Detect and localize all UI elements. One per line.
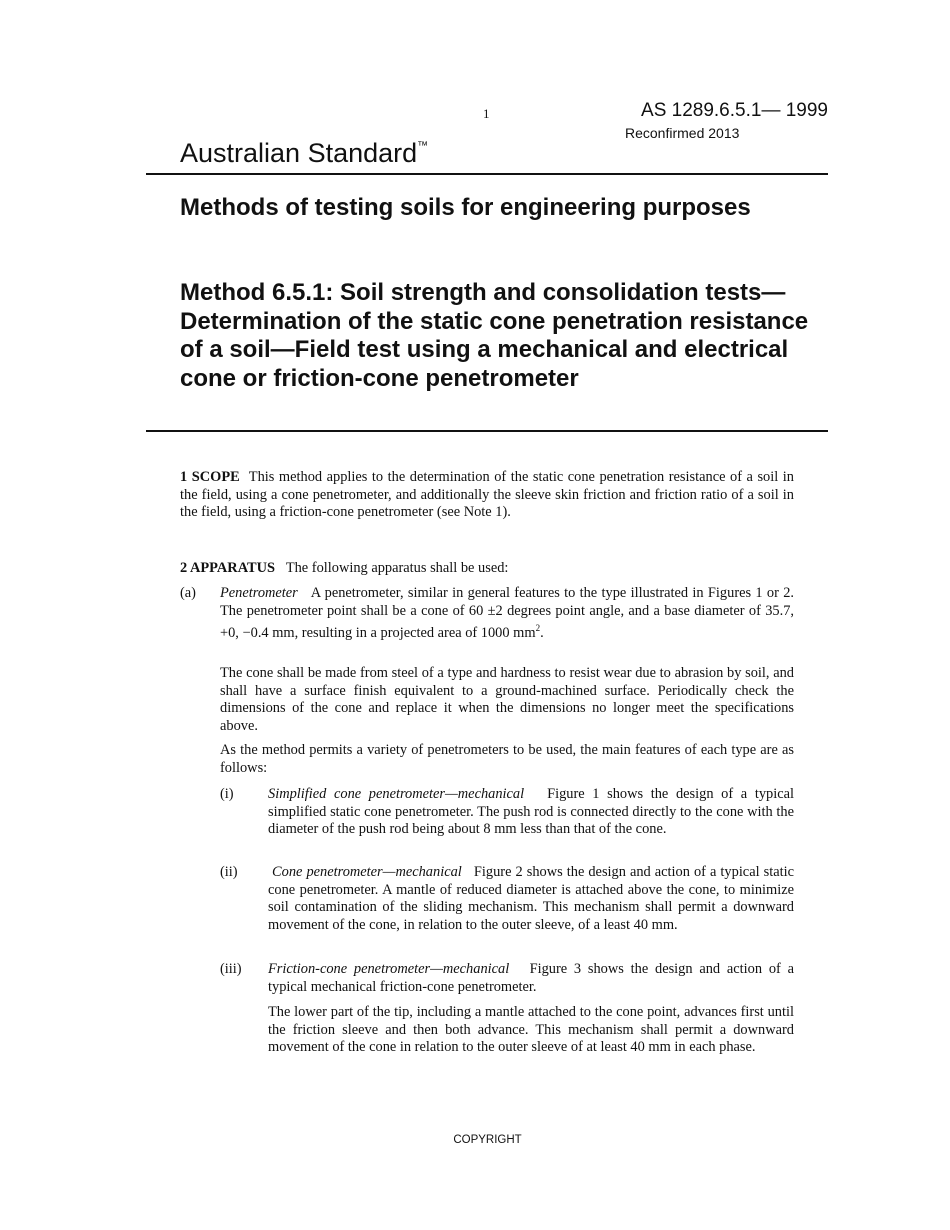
sub-item-text: Figure 3 shows the design and action of a typical mechanical friction-cone penetrometer.	[268, 961, 794, 995]
item-a-text: A penetrometer, similar in general features to the type illustrated in Figures 1 or 2. The penetrometer point shall be a cone of 60 ±2 degrees point angle, and a base diameter of 35.7, +0, −0.4 mm, resulting in a projected area of 1000 mm	[220, 585, 794, 642]
reconfirmed-date: Reconfirmed 2013	[625, 125, 740, 141]
sub-item-text: Figure 1 shows the design of a typical simplified static cone penetrometer. The push rod is connected directly to the cone with the diameter of the push rod being about 8 mm less than that of the cone.	[268, 786, 794, 838]
apparatus-intro: The following apparatus shall be used:	[285, 560, 509, 576]
item-a-term: Penetrometer	[220, 585, 298, 601]
apparatus-section	[180, 560, 794, 578]
title-divider	[146, 430, 828, 432]
sub-item	[268, 864, 794, 935]
scope-section	[180, 469, 794, 522]
scope-text: This method applies to the determination of the static cone penetration resistance of a soil in the field, using a cone penetrometer, and additionally the sleeve skin friction and friction ratio of a soil in the field, using a friction-cone penetrometer (see Note 1).	[180, 469, 794, 521]
standard-number: AS 1289.6.5.1— 1999	[641, 100, 828, 121]
apparatus-heading: 2 APPARATUS	[180, 560, 276, 576]
item-a-label: (a)	[180, 585, 196, 601]
item-a-end: .	[540, 625, 544, 642]
document-title: Methods of testing soils for engineering purposes	[180, 194, 751, 221]
trademark-symbol: ™	[417, 140, 429, 152]
sub-item-text: Figure 2 shows the design and action of a typical static cone penetrometer. A mantle of reduced diameter is attached above the cone, to minimize soil contamination of the sliding mechanism. This mechanism shall permit a downward movement of the cone, in relation to the outer sleeve, of a least 40 mm.	[268, 864, 794, 934]
item-a-cone-paragraph: The cone shall be made from steel of a type and hardness to resist wear due to abrasion by soil, and shall have a surface finish equivalent to a ground-machined surface. Periodically check the dimensions of the cone and replace it when the dimensions no longer meet the specifications above.	[220, 665, 794, 735]
sub-item	[268, 961, 794, 996]
method-title: Method 6.5.1: Soil strength and consolidation tests—Determination of the static cone penetration resistance of a soil—Field test using a mechanical and electrical cone or friction-cone penetrometer	[180, 279, 809, 392]
sub-item-paragraph: The lower part of the tip, including a mantle attached to the cone point, advances first until the friction sleeve and then both advance. This mechanism shall permit a downward movement of the cone in relation to the outer sleeve of at least 40 mm in each phase.	[268, 1004, 794, 1056]
sub-item	[268, 786, 794, 839]
item-a-paragraph	[220, 585, 794, 643]
sub-item-label: (iii)	[220, 961, 242, 977]
sub-item-label: (ii)	[220, 864, 238, 880]
brand-text: Australian Standard	[180, 138, 418, 168]
scope-heading: 1 SCOPE	[180, 469, 240, 485]
sub-item-term: Simplified cone penetrometer—mechanical	[268, 786, 525, 802]
page-number: 1	[483, 106, 490, 121]
sub-item-term: Cone penetrometer—mechanical	[272, 864, 462, 880]
copyright-footer: COPYRIGHT	[453, 1134, 522, 1146]
standard-brand	[180, 138, 428, 169]
item-a-superscript: 2	[535, 623, 541, 634]
sub-item-term: Friction-cone penetrometer—mechanical	[268, 961, 510, 977]
header-divider	[146, 173, 828, 175]
item-a-types-paragraph: As the method permits a variety of penetrometers to be used, the main features of each type are as follows:	[220, 742, 794, 776]
sub-item-label: (i)	[220, 786, 234, 802]
